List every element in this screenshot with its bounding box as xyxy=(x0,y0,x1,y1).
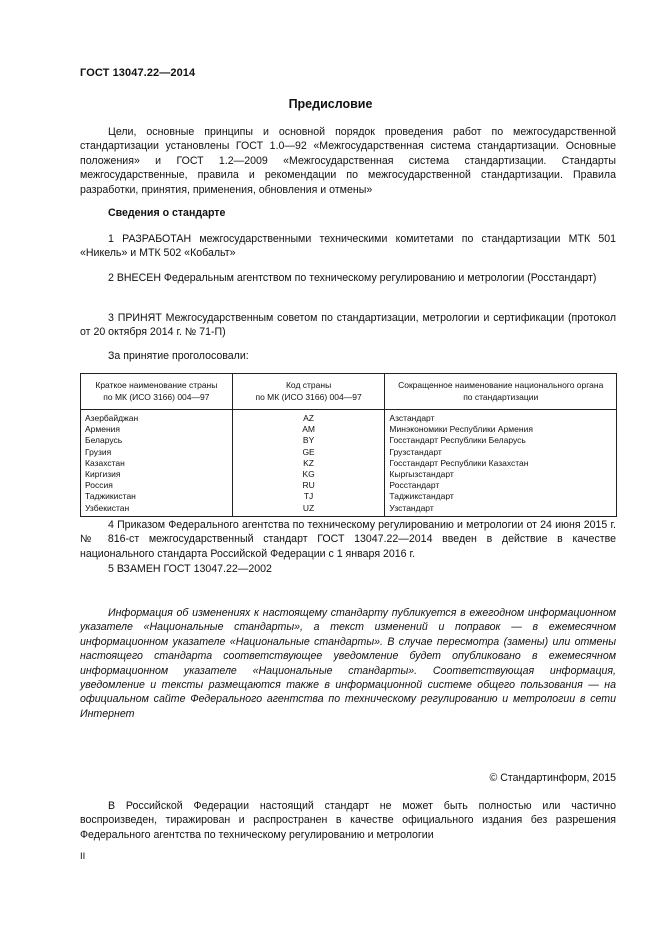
table-row xyxy=(81,458,617,469)
body-cell: Госстандарт Республики Казахстан xyxy=(385,458,617,469)
item-3-adopted: 3 ПРИНЯТ Межгосударственным советом по стандартизации, метрологии и сертификации (протокол от 20 октября 2014 г. № 71-П) xyxy=(80,312,616,339)
item-5-replaces: 5 ВЗАМЕН ГОСТ 13047.22—2002 xyxy=(108,563,272,575)
legal-notice: В Российской Федерации настоящий стандарт не может быть полностью или частично воспроизведен, тиражирован и распространен в качестве официального издания без разрешения Федерального агентства по техническому регулированию и метрологии xyxy=(80,800,616,841)
body-cell: Узстандарт xyxy=(385,503,617,517)
table-row xyxy=(81,435,617,446)
header-line: по МК (ИСО 3166) 004—97 xyxy=(103,391,210,402)
header-line: Краткое наименование страны xyxy=(95,380,218,391)
table-header-row xyxy=(81,374,617,410)
table-row xyxy=(81,491,617,502)
country-cell: Киргизия xyxy=(81,469,233,480)
voted-label: За принятие проголосовали: xyxy=(108,350,249,362)
header-line: Код страны xyxy=(285,380,332,391)
body-cell: Росстандарт xyxy=(385,480,617,491)
table-row xyxy=(81,469,617,480)
changes-notice: Информация об изменениях к настоящему стандарту публикуется в ежегодном информационном указателе «Национальные стандарты», а текст изменений и поправок — в ежемесячном информационном указателе «Национальные стандарты». В случае пересмотра (замены) или отмены настоящего стандарта соответствующее уведомление будет опубликовано в ежемесячном информационном указателе «Национальные стандарты». Соответствующая информация, уведомление и тексты размещаются также в информационной системе общего пользования — на официальном сайте Федерального агентства по техническому регулированию и метрологии в сети Интернет xyxy=(80,607,616,720)
body-cell: Кыргызстандарт xyxy=(385,469,617,480)
info-heading: Сведения о стандарте xyxy=(108,207,226,219)
item-4-order: 4 Приказом Федерального агентства по техническому регулированию и метрологии от 24 июня 2015 г. № 816-ст межгосударственный стандарт ГОСТ 13047.22—2014 введен в действие в качестве национального стандарта Российской Федерации с 1 января 2016 г. xyxy=(80,519,616,560)
header-line: Сокращенное наименование национального органа xyxy=(398,380,604,391)
header-national-body xyxy=(385,374,617,410)
intro-paragraph: Цели, основные принципы и основной порядок проведения работ по межгосударственной стандартизации установлены ГОСТ 1.0—92 «Межгосударственная система стандартизации. Основные положения» и ГОСТ 1.2—2009 «Межгосударственная система стандартизации. Стандарты межгосударственные, правила и рекомендации по межгосударственной стандартизации. Правила разработки, принятия, применения, обновления и отмены» xyxy=(80,126,616,196)
code-cell: UZ xyxy=(232,503,385,517)
page-title: Предисловие xyxy=(288,97,373,111)
country-cell: Таджикистан xyxy=(81,491,233,502)
header-country-name xyxy=(81,374,233,410)
table-row xyxy=(81,480,617,491)
item-1-developed: 1 РАЗРАБОТАН межгосударственными техническими комитетами по стандартизации МТК 501 «Никель» и МТК 502 «Кобальт» xyxy=(80,233,616,260)
copyright: © Стандартинформ, 2015 xyxy=(489,772,616,784)
page-number: II xyxy=(80,851,86,862)
code-cell: RU xyxy=(232,480,385,491)
body-cell: Госстандарт Республики Беларусь xyxy=(385,435,617,446)
code-cell: AM xyxy=(232,424,385,435)
code-cell: BY xyxy=(232,435,385,446)
body-cell: Таджикстандарт xyxy=(385,491,617,502)
country-cell: Азербайджан xyxy=(81,410,233,425)
code-cell: AZ xyxy=(232,410,385,425)
voting-table xyxy=(80,373,617,517)
header-line: по стандартизации xyxy=(463,391,539,402)
country-cell: Узбекистан xyxy=(81,503,233,517)
table-row xyxy=(81,447,617,458)
table-row xyxy=(81,503,617,517)
body-cell: Минэкономики Республики Армения xyxy=(385,424,617,435)
country-cell: Казахстан xyxy=(81,458,233,469)
code-cell: KZ xyxy=(232,458,385,469)
header-country-code xyxy=(232,374,385,410)
item-2-introduced: 2 ВНЕСЕН Федеральным агентством по техническому регулированию и метрологии (Росстандарт) xyxy=(108,272,597,284)
body-cell: Грузстандарт xyxy=(385,447,617,458)
table-row xyxy=(81,424,617,435)
code-cell: TJ xyxy=(232,491,385,502)
country-cell: Беларусь xyxy=(81,435,233,446)
country-cell: Грузия xyxy=(81,447,233,458)
body-cell: Азстандарт xyxy=(385,410,617,425)
table-row xyxy=(81,410,617,425)
code-cell: KG xyxy=(232,469,385,480)
country-cell: Россия xyxy=(81,480,233,491)
header-line: по МК (ИСО 3166) 004—97 xyxy=(255,391,362,402)
country-cell: Армения xyxy=(81,424,233,435)
code-cell: GE xyxy=(232,447,385,458)
standard-code: ГОСТ 13047.22—2014 xyxy=(80,67,196,79)
